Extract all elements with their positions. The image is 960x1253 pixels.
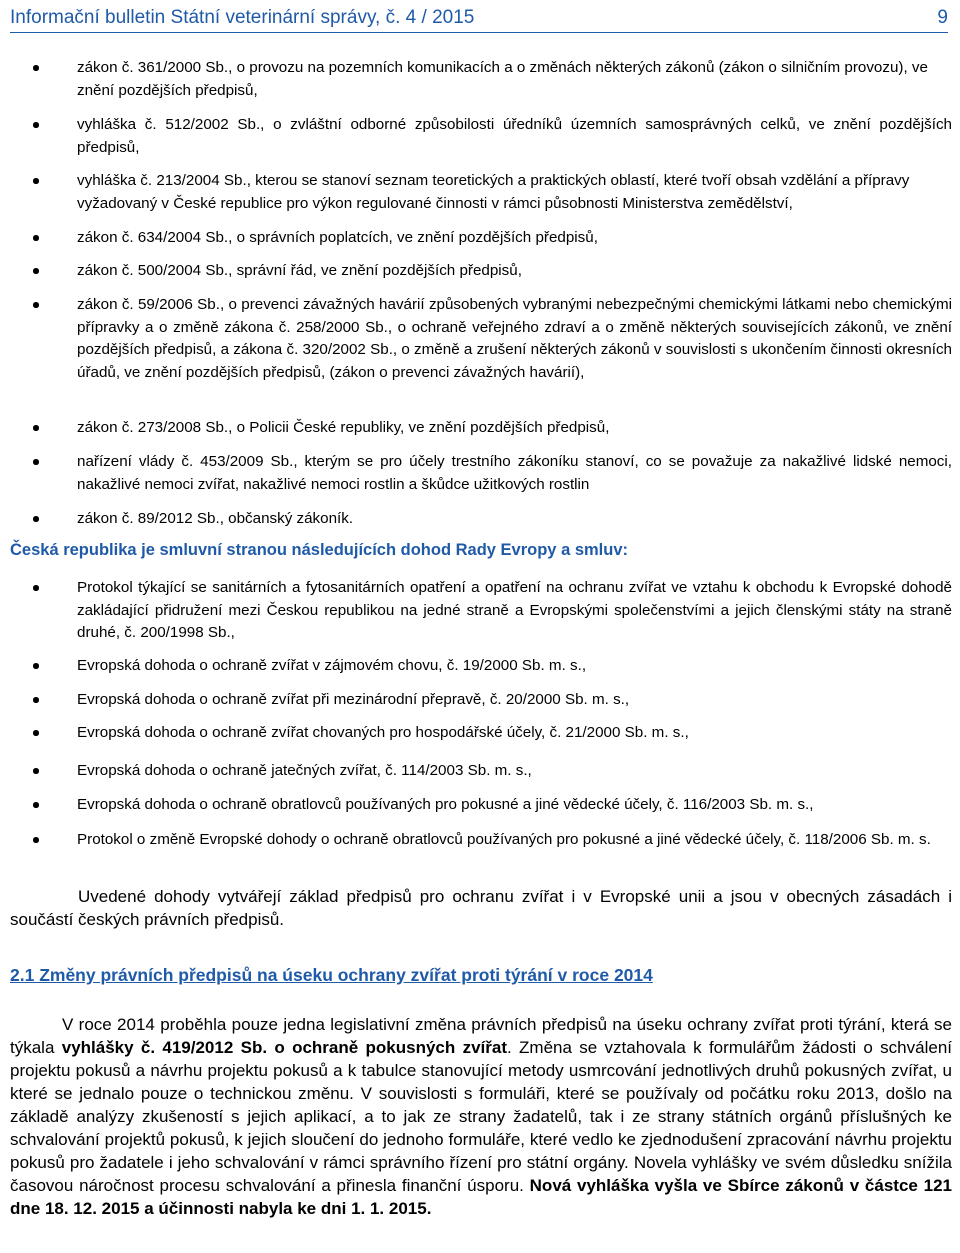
list-item: Protokol o změně Evropské dohody o ochraně obratlovců používaných pro pokusné a jiné vědecké účely, č. 118/2006 Sb. m. s. <box>77 829 952 852</box>
list-item: nařízení vlády č. 453/2009 Sb., kterým se pro účely trestního zákoníku stanoví, co se považuje za nakažlivé lidské nemoci, nakažlivé nemoci zvířat, nakažlivé nemoci rostlin a škůdce užitkových rostlin <box>77 451 952 496</box>
publication-note: Nová vyhláška vyšla ve Sbírce zákonů v částce 121 dne 18. 12. 2015 a účinnosti nabyla ke dni 1. 1. 2015. <box>10 1176 952 1218</box>
council-treaties-heading: Česká republika je smluvní stranou následujících dohod Rady Evropy a smluv: <box>10 541 629 559</box>
list-item: zákon č. 59/2006 Sb., o prevenci závažných havárií způsobených vybranými nebezpečnými chemickými látkami nebo chemickými přípravky a o změně zákona č. 258/2000 Sb., o ochraně veřejného zdraví a o změně některých souvisejících zákonů, ve znění pozdějších předpisů, a zákona č. 320/2002 Sb., o změně a zrušení některých zákonů v souvislosti s ukončením činnosti okresních úřadů, ve znění pozdějších předpisů, (zákon o prevenci závažných havárií), <box>77 294 952 384</box>
list-item: zákon č. 634/2004 Sb., o správních poplatcích, ve znění pozdějších předpisů, <box>77 227 952 250</box>
bulletin-title: Informační bulletin Státní veterinární správy, č. 4 / 2015 <box>10 7 475 28</box>
section-paragraph <box>10 1013 952 1220</box>
list-item: Evropská dohoda o ochraně zvířat při mezinárodní přepravě, č. 20/2000 Sb. m. s., <box>77 689 952 712</box>
list-item: zákon č. 361/2000 Sb., o provozu na pozemních komunikacích a o změnách některých zákonů (zákon o silničním provozu), ve znění pozdějších předpisů, <box>77 57 952 102</box>
list-item: vyhláška č. 512/2002 Sb., o zvláštní odborné způsobilosti úředníků územních samosprávných celků, ve znění pozdějších předpisů, <box>77 114 952 159</box>
list-item: Evropská dohoda o ochraně jatečných zvířat, č. 114/2003 Sb. m. s., <box>77 760 952 783</box>
list-item: Evropská dohoda o ochraně obratlovců používaných pro pokusné a jiné vědecké účely, č. 116/2003 Sb. m. s., <box>77 794 952 817</box>
list-item: Protokol týkající se sanitárních a fytosanitárních opatření a opatření na ochranu zvířat ve vztahu k obchodu k Evropské dohodě zakládající přidružení mezi Českou republikou na jedné straně a Evropskými společenstvími a jejich členskými státy na straně druhé, č. 200/1998 Sb., <box>77 577 952 645</box>
list-item: zákon č. 500/2004 Sb., správní řád, ve znění pozdějších předpisů, <box>77 260 952 283</box>
page-number: 9 <box>937 7 948 28</box>
summary-text: Uvedené dohody vytvářejí základ předpisů pro ochranu zvířat i v Evropské unii a jsou v obecných zásadách i součástí českých právních předpisů. <box>10 887 952 929</box>
decree-reference: vyhlášky č. 419/2012 Sb. o ochraně pokusných zvířat <box>61 1038 507 1057</box>
list-item: Evropská dohoda o ochraně zvířat chovaných pro hospodářské účely, č. 21/2000 Sb. m. s., <box>77 722 952 745</box>
list-item: Evropská dohoda o ochraně zvířat v zájmovém chovu, č. 19/2000 Sb. m. s., <box>77 655 952 678</box>
paragraph-body: . Změna se vztahovala k formulářům žádosti o schválení projektu pokusů a návrhu projektu pokusů a k tabulce stanovující metody usmrcování jednotlivých druhů pokusných zvířat, u které se jednalo pouze o technickou změnu. V souvislosti s formuláři, které se používaly od počátku roku 2013, došlo na základě analýzy zkušeností s jejich aplikací, a to jak ze strany žadatelů, tak i ze strany státních orgánů příslušných ke schvalování projektů pokusů, k jejich sloučení do jednoho formuláře, které vedlo ke zjednodušení zpracování návrhu projektu pokusů pro žadatele i jeho schvalování v rámci správního řízení pro státní orgány. Novela vyhlášky ve svém důsledku snížila časovou náročnost procesu schvalování a přinesla finanční úsporu. <box>10 1038 953 1195</box>
paragraph-intro: V roce 2014 proběhla pouze jedna legislativní změna právních předpisů na úseku ochrany zvířat proti týrání, která se týkala <box>10 1015 952 1057</box>
list-item: zákon č. 89/2012 Sb., občanský zákoník. <box>77 508 952 531</box>
page-header <box>10 3 948 33</box>
section-heading: 2.1 Změny právních předpisů na úseku ochrany zvířat proti týrání v roce 2014 <box>10 965 653 985</box>
list-item: zákon č. 273/2008 Sb., o Policii České republiky, ve znění pozdějších předpisů, <box>77 417 952 440</box>
summary-paragraph <box>10 885 952 931</box>
list-item: vyhláška č. 213/2004 Sb., kterou se stanoví seznam teoretických a praktických oblastí, které tvoří obsah vzdělání a přípravy vyžadovaný v České republice pro výkon regulované činnosti v rámci působnosti Ministerstva zemědělství, <box>77 170 952 215</box>
